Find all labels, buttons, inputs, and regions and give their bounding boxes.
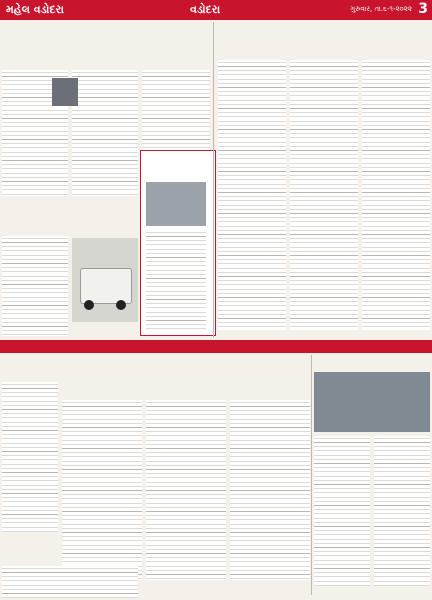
story1-kicker xyxy=(0,22,212,32)
masthead xyxy=(0,0,432,20)
page-number: 3 xyxy=(418,1,428,17)
story8-text xyxy=(2,566,138,598)
story5-text-col3 xyxy=(230,400,310,580)
story6-text xyxy=(2,382,58,532)
story1-inset-photo xyxy=(52,78,78,106)
column-rule xyxy=(311,355,312,595)
story3-text-col3 xyxy=(362,60,430,330)
story3-text-col1 xyxy=(218,60,286,330)
story5-text-col1 xyxy=(62,400,142,580)
story7-text-col2 xyxy=(374,436,430,586)
story1-text-col2 xyxy=(72,70,138,196)
section-band xyxy=(0,340,432,353)
story7-text-col1 xyxy=(314,436,370,586)
story3-text-col2 xyxy=(290,60,358,330)
story5-text-col2 xyxy=(146,400,226,580)
story4-text xyxy=(146,230,206,330)
column-rule xyxy=(213,22,214,338)
issue-date: ગુરુવાર, તા.૬-૧-૨૦૨૨ xyxy=(350,5,412,13)
story2-text-col1 xyxy=(2,236,68,336)
city-name: વડોદરા xyxy=(190,3,221,16)
section-name: મહેલ વડોદરા xyxy=(6,3,64,16)
story2-photo xyxy=(72,238,138,322)
story7-photo xyxy=(314,372,430,432)
story4-photo xyxy=(146,182,206,226)
